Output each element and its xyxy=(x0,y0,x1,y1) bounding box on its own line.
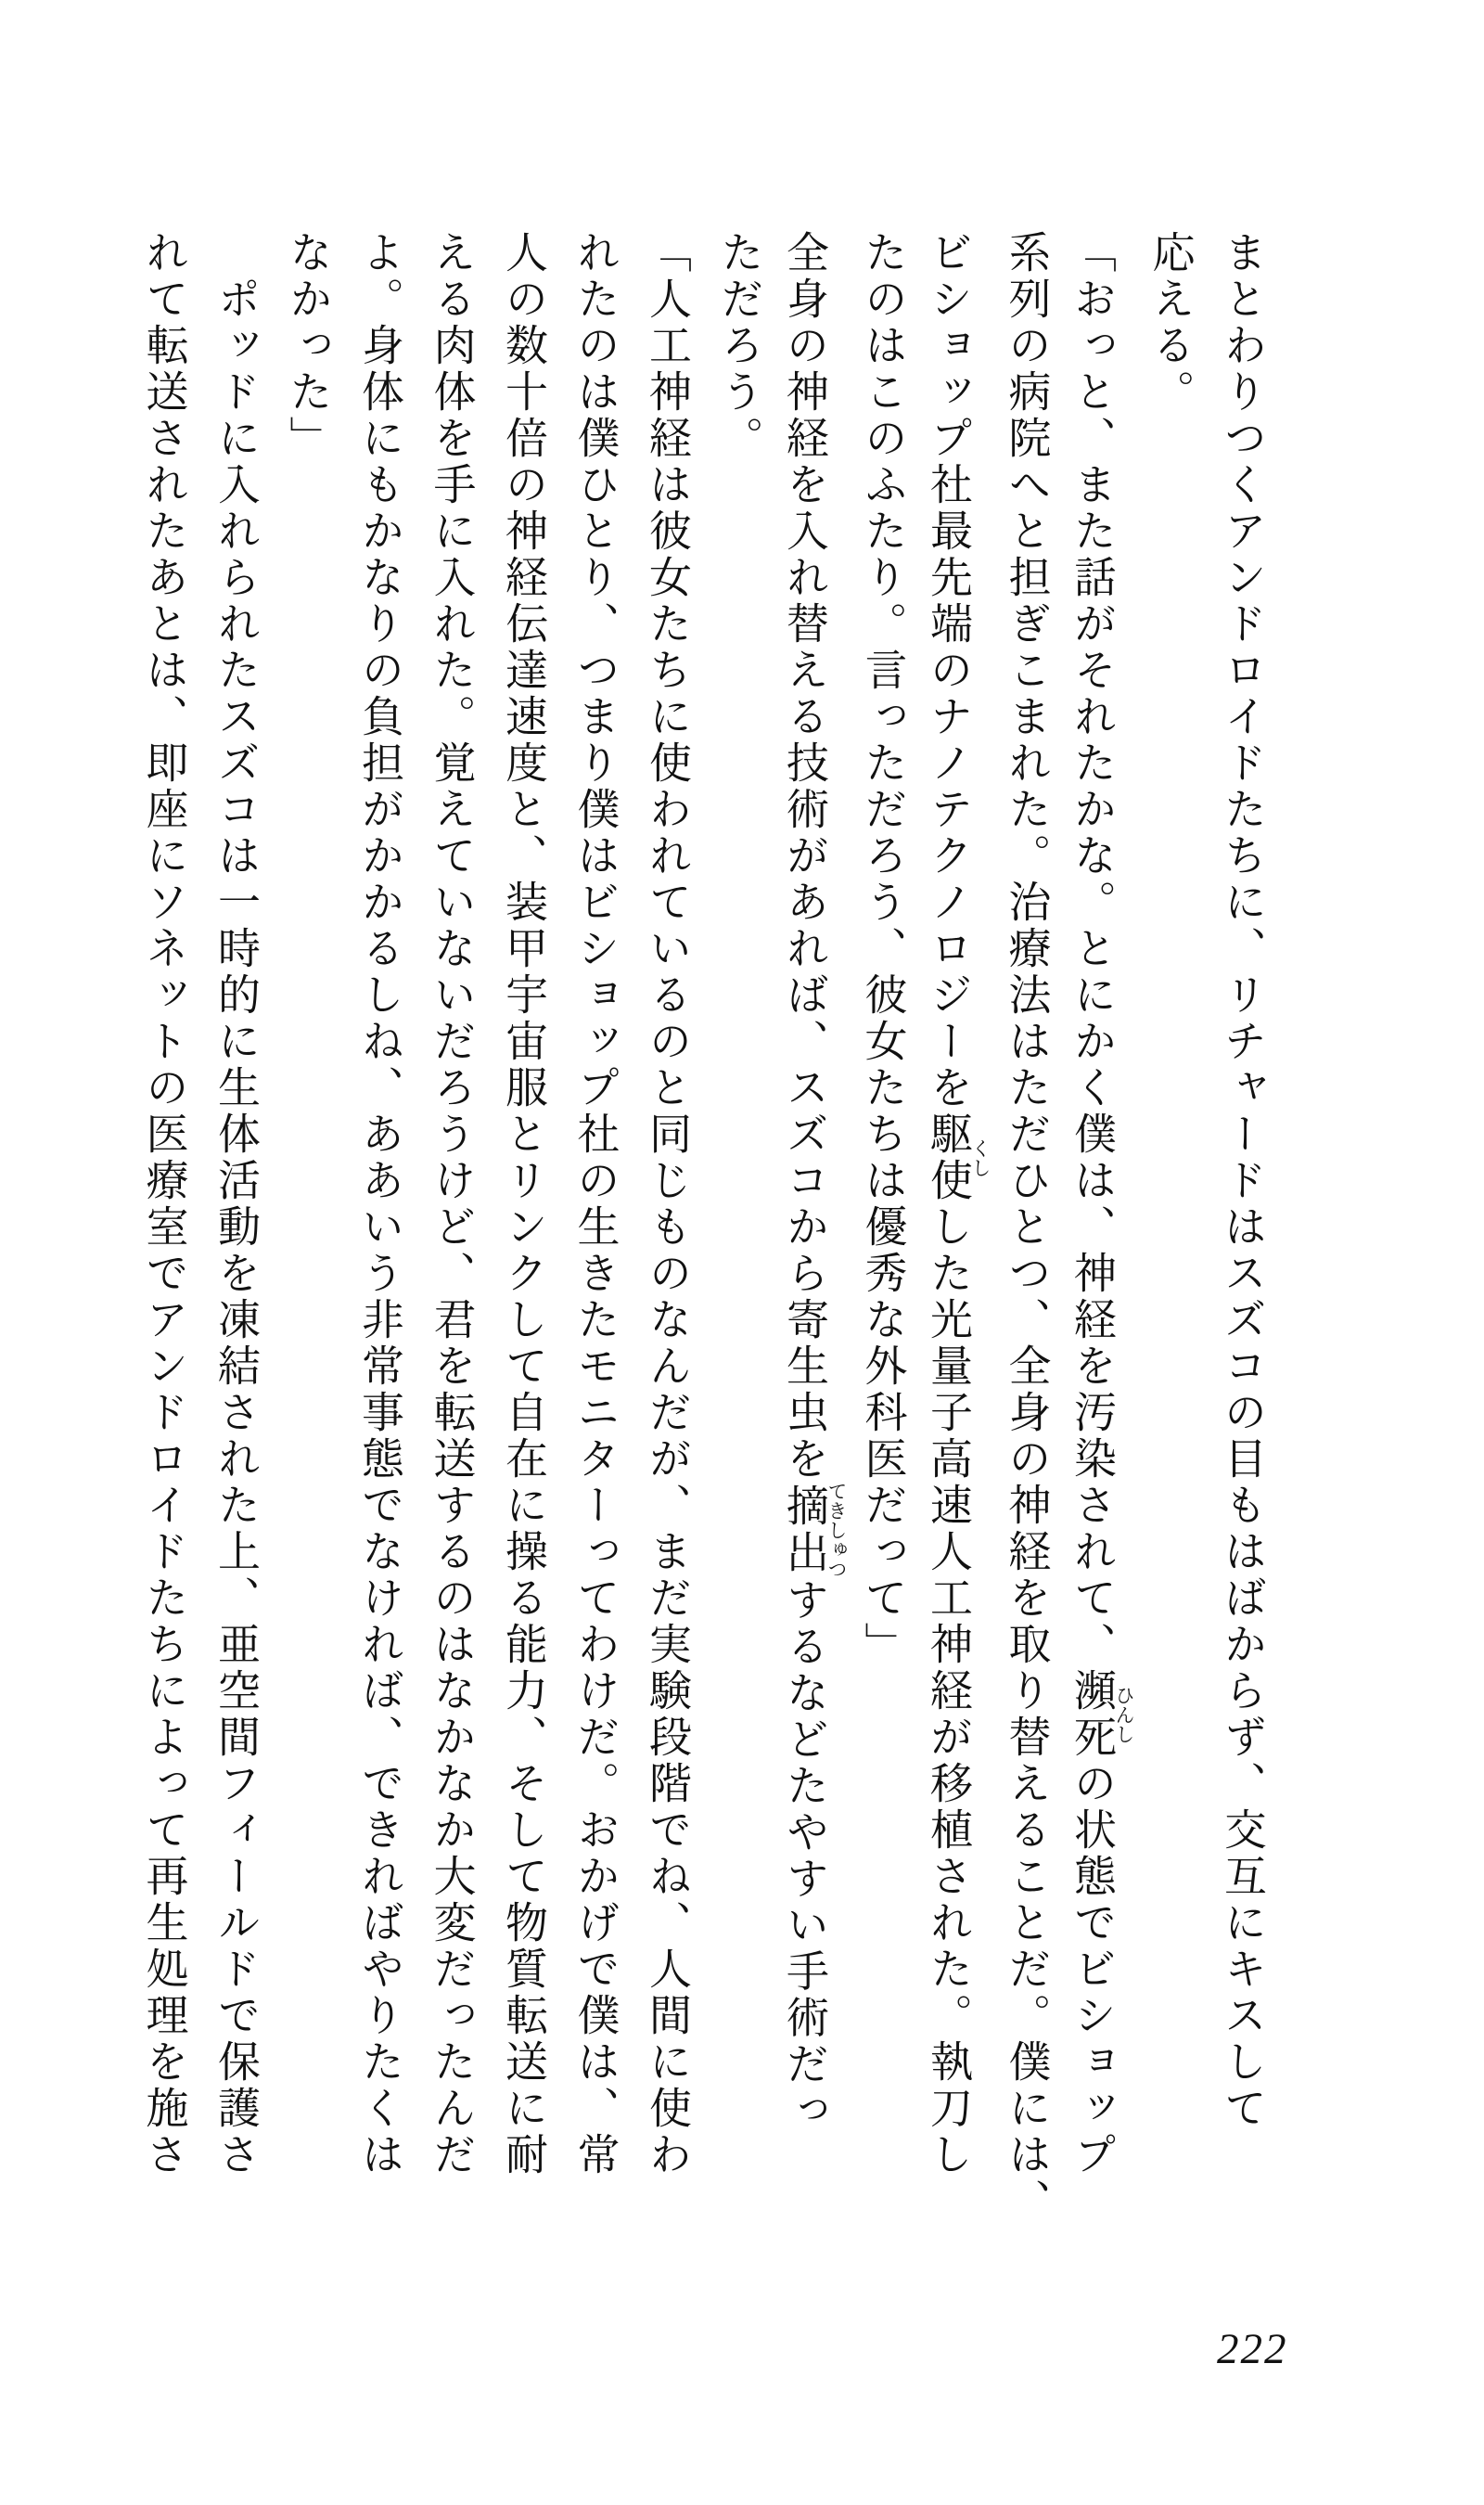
furigana-term: 駆使くし xyxy=(924,1111,991,1204)
text-line: 「おっと、また話がそれたかな。とにかく僕は、神経を汚染されて、瀕死ひんしの状態でビショップ xyxy=(1068,230,1135,2178)
text-line: ビショップ社最先端のナノテクノロジーを駆使くしした光量子高速人工神経が移植された。執刀し xyxy=(924,230,991,2178)
furigana-term: 瀕死ひんし xyxy=(1068,1668,1135,1761)
page-number: 222 xyxy=(1217,2325,1288,2373)
text-line: 全身の神経を入れ替える技術があれば、スズコから寄生虫を摘出てきしゅつするなどたやすい手術だっ xyxy=(780,230,848,2135)
text-line: 系列の病院へと担ぎこまれた。治療法はただひとつ、全身の神経を取り替えることだ。僕には、 xyxy=(1002,230,1053,2225)
furigana-term: 摘出てきしゅつ xyxy=(780,1481,848,1579)
text-line: ただろう。 xyxy=(714,230,765,462)
text-line: 「人工神経は彼女たちに使われているのと同じものなんだが、まだ実験段階でね、人間に使わ xyxy=(643,230,693,2178)
text-line: ポッドに入れられたスズコは一時的に生体活動を凍結された上、亜空間フィールドで保護さ xyxy=(211,276,262,2178)
text-line: 応える。 xyxy=(1145,230,1196,416)
text-line: なかった」 xyxy=(283,230,334,462)
text-line: よ。身体にもかなりの負担がかかるしね、ああいう非常事態でなければ、できればやりたくは xyxy=(355,230,405,2178)
text-line: れたのは僕ひとり、つまり僕はビショップ社の生きたモニターってわけだ。おかげで僕は、常 xyxy=(570,230,621,2178)
text-line: れて転送されたあとは、即座にソネットの医療室でアンドロイドたちによって再生処理を施さ xyxy=(139,230,190,2178)
text-line: 人の数十倍の神経伝達速度と、装甲宇宙服とリンクして自在に操る能力、そして物質転送に耐 xyxy=(499,230,549,2178)
text-line: える肉体を手に入れた。覚えていないだろうけど、君を転送するのはなかなか大変だったんだ xyxy=(427,230,478,2178)
text-line: まとわりつくアンドロイドたちに、リチャードはスズコの目もはばからず、交互にキスして xyxy=(1218,230,1268,2132)
text-line: たのはこのふたり。言っただろう、彼女たちは優秀な外科医だって」 xyxy=(858,230,909,1668)
vertical-text-block xyxy=(128,230,1278,2318)
